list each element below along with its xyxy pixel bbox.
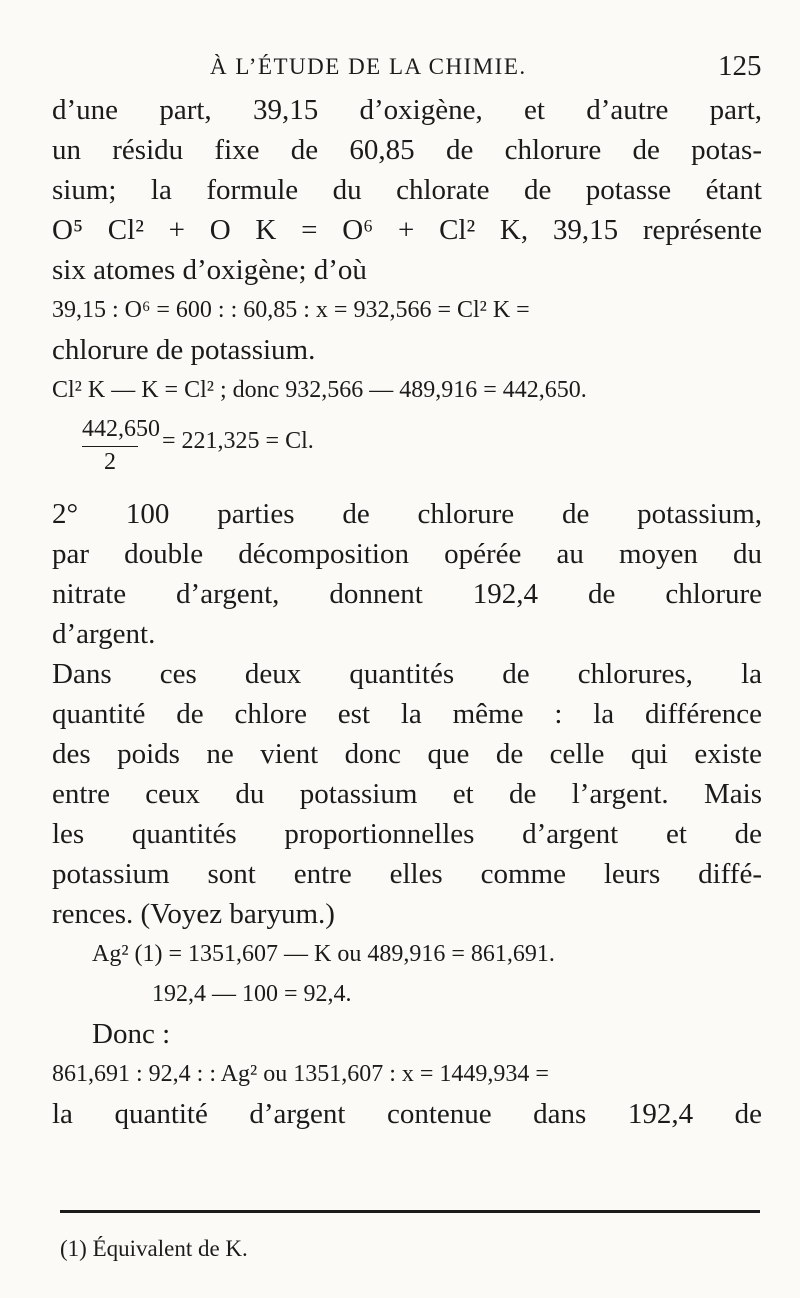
- text-line: des poids ne vient donc que de celle qui existe: [52, 738, 762, 770]
- text-line: nitrate d’argent, donnent 192,4 de chlorure: [52, 578, 762, 610]
- text-line: potassium sont entre elles comme leurs diffé-: [52, 858, 762, 890]
- running-head: À L’ÉTUDE DE LA CHIMIE.: [210, 54, 527, 79]
- formula-line: Ag² (1) = 1351,607 — K ou 489,916 = 861,691.: [92, 941, 555, 967]
- text-line: d’une part, 39,15 d’oxigène, et d’autre part,: [52, 94, 762, 126]
- footnote-rule: [60, 1210, 760, 1213]
- formula-line: 39,15 : O⁶ = 600 : : 60,85 : x = 932,566 = Cl² K =: [52, 297, 530, 323]
- formula-line: 192,4 — 100 = 92,4.: [152, 981, 352, 1007]
- text-line: d’argent.: [52, 618, 156, 650]
- formula-line: Cl² K — K = Cl² ; donc 932,566 — 489,916 = 442,650.: [52, 377, 587, 403]
- text-line: chlorure de potassium.: [52, 334, 316, 366]
- fraction-result: = 221,325 = Cl.: [162, 428, 314, 454]
- page-number: 125: [718, 50, 762, 82]
- body-text: [52, 90, 762, 1134]
- fraction-denominator: 2: [104, 449, 116, 475]
- text-line: 2° 100 parties de chlorure de potassium,: [52, 498, 762, 530]
- fraction-numerator: 442,650: [82, 412, 138, 447]
- text-line: les quantités proportionnelles d’argent et de: [52, 818, 762, 850]
- page-header: [0, 50, 800, 84]
- text-line: la quantité d’argent contenue dans 192,4 de: [52, 1098, 762, 1130]
- formula-line: 861,691 : 92,4 : : Ag² ou 1351,607 : x = 1449,934 =: [52, 1061, 549, 1087]
- text-line: rences. (Voyez baryum.): [52, 898, 335, 930]
- fraction-equation: [52, 410, 762, 494]
- text-line: O⁵ Cl² + O K = O⁶ + Cl² K, 39,15 représente: [52, 214, 762, 246]
- text-line: sium; la formule du chlorate de potasse étant: [52, 174, 762, 206]
- fraction: [82, 412, 160, 477]
- text-line: par double décomposition opérée au moyen du: [52, 538, 762, 570]
- text-line: entre ceux du potassium et de l’argent. Mais: [52, 778, 762, 810]
- text-line: six atomes d’oxigène; d’où: [52, 254, 367, 286]
- text-line: Donc :: [92, 1018, 171, 1050]
- text-line: quantité de chlore est la même : la différence: [52, 698, 762, 730]
- footnote: (1) Équivalent de K.: [60, 1236, 248, 1261]
- text-line: Dans ces deux quantités de chlorures, la: [52, 658, 762, 690]
- text-line: un résidu fixe de 60,85 de chlorure de potas-: [52, 134, 762, 166]
